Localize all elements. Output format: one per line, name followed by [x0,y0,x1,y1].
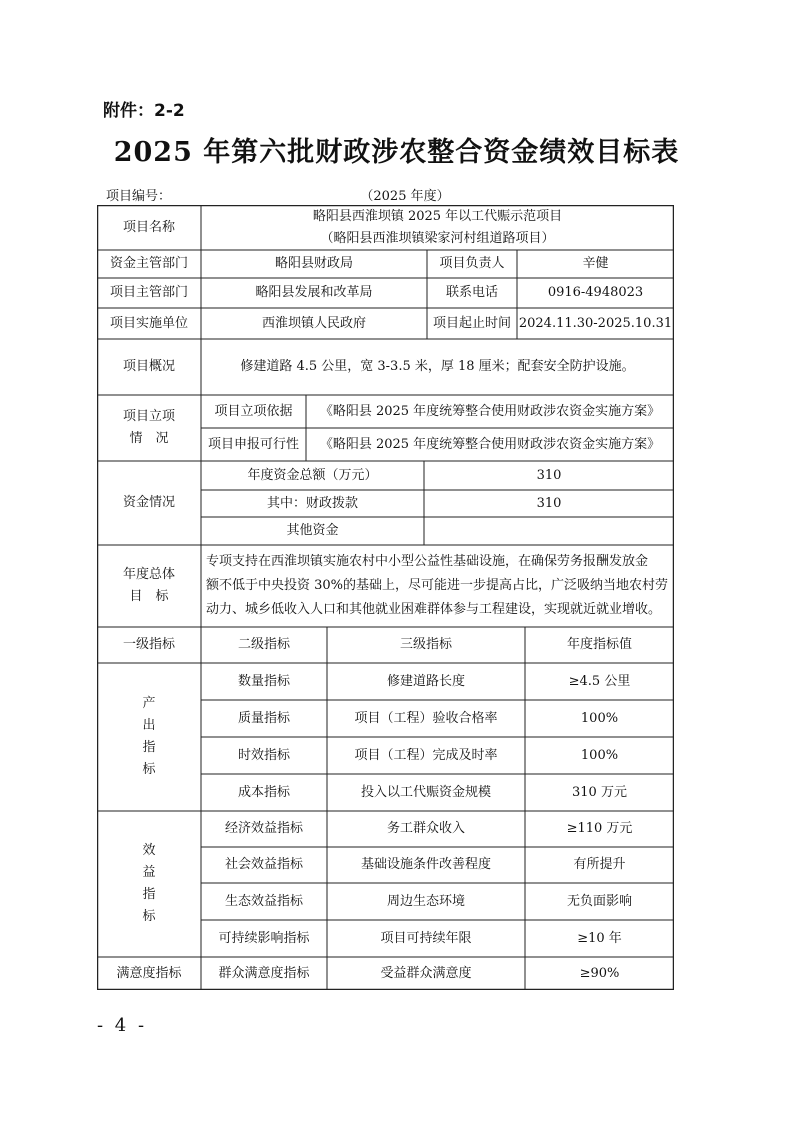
project-number-label: 项目编号： [106,189,172,204]
benefit-indicator-label [97,811,201,957]
benefit-l2-ecological: 生态效益指标 [224,893,303,909]
goal-line1: 专项支持在西淮坝镇实施农村中小型公益性基础设施，在确保劳务报酬发放金 [206,554,649,569]
project-dept-label: 项目主管部门 [109,285,188,301]
leader-label: 项目负责人 [439,256,505,272]
phone-label: 联系电话 [445,285,498,301]
funding-other-label: 其他资金 [286,523,339,539]
approval-label [97,395,201,461]
funding-total-value: 310 [536,467,562,483]
goal-label-line2: 目 标 [129,589,169,604]
output-l2-quality: 质量指标 [237,710,290,726]
goal-label-line1: 年度总体 [122,567,175,582]
feasibility-value: 《略阳县 2025 年度统筹整合使用财政涉农资金实施方案》 [319,436,661,452]
output-char-1: 产 [142,696,156,711]
output-value-cost: 310 万元 [572,784,627,800]
funding-other-value [424,517,674,545]
header-level3: 三级指标 [399,637,452,653]
output-l2-cost: 成本指标 [237,784,290,800]
benefit-char-2: 益 [142,865,156,880]
output-l2-timeliness: 时效指标 [237,747,290,763]
approval-label-line2: 情 况 [129,431,169,446]
project-name-line2: （略阳县西淮坝镇梁家河村组道路项目） [320,230,555,246]
benefit-value-economic: ≥110 万元 [566,821,633,837]
period-label: 项目起止时间 [432,315,511,331]
funding-label: 资金情况 [122,495,175,511]
overview-text: 修建道路 4.5 公里，宽 3-3.5 米，厚 18 厘米；配套安全防护设施。 [240,359,635,375]
overview-label: 项目概况 [122,359,175,375]
approval-basis-value: 《略阳县 2025 年度统筹整合使用财政涉农资金实施方案》 [319,403,661,419]
output-char-2: 出 [142,718,156,733]
impl-unit-label: 项目实施单位 [109,315,188,331]
page-number: - 4 - [97,1015,148,1036]
benefit-char-1: 效 [142,843,156,858]
goal-label [97,545,201,627]
output-value-quality: 100% [580,710,619,726]
benefit-l2-social: 社会效益指标 [224,857,303,873]
goal-text [206,550,669,622]
funding-fiscal-label: 其中：财政拨款 [266,495,358,511]
benefit-value-social: 有所提升 [573,857,626,873]
output-value-quantity: ≥4.5 公里 [568,673,631,689]
benefit-l3-ecological: 周边生态环境 [386,893,465,909]
document-title: 2025 年第六批财政涉农整合资金绩效目标表 [113,137,680,168]
output-value-timeliness: 100% [580,747,619,763]
benefit-l2-sustainable: 可持续影响指标 [218,930,310,946]
goal-line3: 动力、城乡低收入人口和其他就业困难群体参与工程建设，实现就近就业增收。 [206,602,662,617]
benefit-char-4: 标 [142,909,156,924]
output-l3-quality: 项目（工程）验收合格率 [354,710,498,726]
period-value: 2024.11.30-2025.10.31 [518,315,673,331]
impl-unit-value: 西淮坝镇人民政府 [261,315,366,331]
benefit-value-ecological: 无负面影响 [566,893,632,909]
output-l3-quantity: 修建道路长度 [386,673,465,689]
benefit-char-3: 指 [142,887,156,902]
phone-value: 0916-4948023 [547,285,644,301]
approval-basis-label: 项目立项依据 [214,403,293,419]
satisfaction-l3: 受益群众满意度 [380,965,472,981]
satisfaction-label: 满意度指标 [116,965,182,981]
header-level2: 二级指标 [237,637,290,653]
output-indicator-label [97,663,201,811]
goal-line2: 额不低于中央投资 30%的基础上，尽可能进一步提高占比，广泛吸纳当地农村劳 [206,578,669,593]
funding-fiscal-value: 310 [536,495,562,511]
satisfaction-value: ≥90% [579,965,620,981]
output-char-3: 指 [142,740,156,755]
benefit-l3-social: 基础设施条件改善程度 [360,857,491,873]
output-l3-timeliness: 项目（工程）完成及时率 [354,747,498,763]
satisfaction-l2: 群众满意度指标 [218,965,310,981]
fund-dept-label: 资金主管部门 [109,256,188,272]
output-char-4: 标 [142,762,156,777]
benefit-value-sustainable: ≥10 年 [577,930,622,946]
project-name-label: 项目名称 [122,219,175,235]
project-dept-value: 略阳县发展和改革局 [255,285,373,301]
project-name-line1: 略阳县西淮坝镇 2025 年以工代赈示范项目 [312,208,563,224]
approval-label-line1: 项目立项 [122,409,175,424]
performance-target-table [97,205,674,990]
output-l3-cost: 投入以工代赈资金规模 [360,784,491,800]
funding-total-label: 年度资金总额（万元） [247,467,378,483]
benefit-l2-economic: 经济效益指标 [224,821,303,837]
leader-value: 辛健 [582,256,609,272]
output-l2-quantity: 数量指标 [237,673,290,689]
feasibility-label: 项目申报可行性 [207,436,299,452]
benefit-l3-economic: 务工群众收入 [386,821,465,837]
year-label: （2025 年度） [360,189,450,204]
header-level1: 一级指标 [122,637,175,653]
fund-dept-value: 略阳县财政局 [274,256,353,272]
attachment-label: 附件：2-2 [103,101,185,121]
project-name-value [201,205,674,250]
header-annual-value: 年度指标值 [566,637,632,653]
benefit-l3-sustainable: 项目可持续年限 [380,930,472,946]
